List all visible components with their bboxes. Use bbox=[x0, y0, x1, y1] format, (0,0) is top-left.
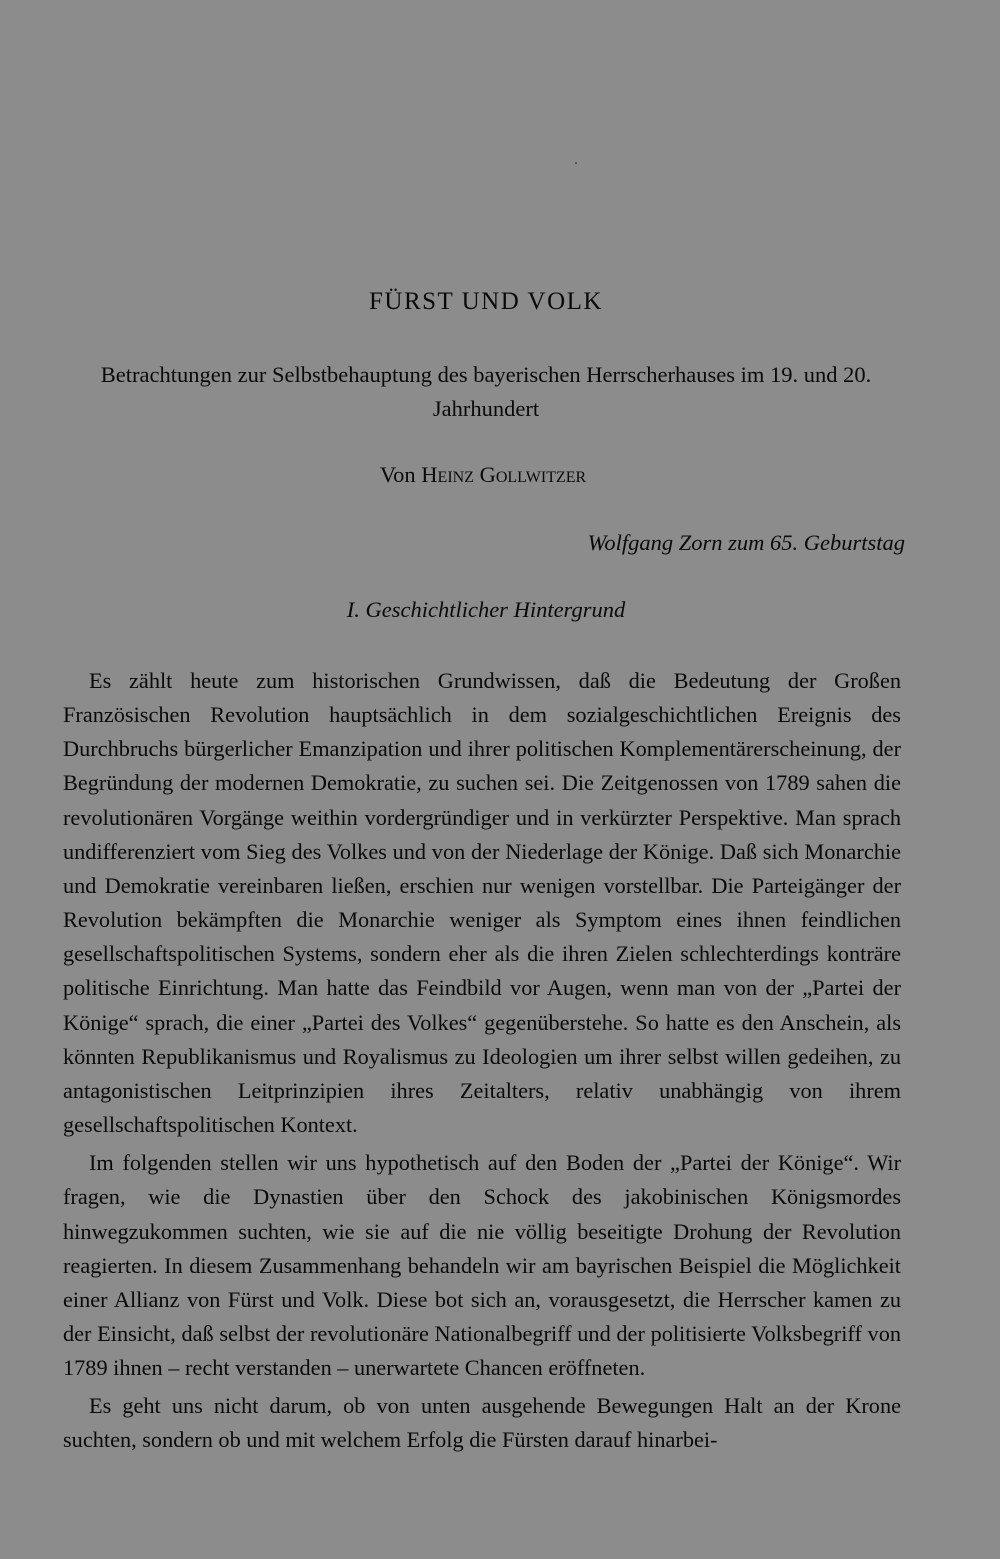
author-name: Heinz Gollwitzer bbox=[421, 462, 587, 487]
article-subtitle: Betrachtungen zur Selbstbehauptung des bayerischen Herrscherhauses im 19. und 20. Jahrhundert bbox=[100, 362, 872, 421]
section-heading: I. Geschichtlicher Hintergrund bbox=[346, 597, 626, 622]
paragraph: Es zählt heute zum historischen Grundwissen, daß die Bedeutung der Großen Französischen Revolution hauptsächlich in dem sozialgeschichtlichen Ereignis des Durchbruchs bürgerlicher Emanzipation und ihrer politischen Komplementärerscheinung, der Begründung der modernen Demokratie, zu suchen sei. Die Zeitgenossen von 1789 sahen die revolutionären Vorgänge weithin vordergründiger und in verkürzter Perspektive. Man sprach undifferenziert vom Sieg des Volkes und von der Niederlage der Könige. Daß sich Monarchie und Demokratie vereinbaren ließen, erschien nur wenigen vorstellbar. Die Parteigänger der Revolution bekämpften die Monarchie weniger als Symptom eines ihnen feindlichen gesellschaftspolitischen Systems, sondern eher als die ihren Zielen schlechterdings konträre politische Einrichtung. Man hatte das Feindbild vor Augen, wenn man von der „Partei der Könige“ sprach, die einer „Partei des Volkes“ gegenüberstehe. So hatte es den Anschein, als könnten Republikanismus und Royalismus zu Ideologien um ihrer selbst willen gedeihen, zu antagonistischen Leitprinzipien ihres Zeitalters, relativ unabhängig von ihrem gesellschaftspolitischen Kontext. bbox=[63, 668, 901, 1138]
author-line bbox=[0, 462, 966, 488]
dedication: Wolfgang Zorn zum 65. Geburtstag bbox=[587, 530, 905, 555]
author-prefix: Von bbox=[379, 462, 416, 487]
paragraph: Im folgenden stellen wir uns hypothetisch auf den Boden der „Partei der Könige“. Wir fragen, wie die Dynastien über den Schock des jakobinischen Königsmordes hinwegzukommen suchten, wie sie auf die nie völlig beseitigte Drohung der Revolution reagierten. In diesem Zusammenhang behandeln wir am bayrischen Beispiel die Möglichkeit einer Allianz von Fürst und Volk. Diese bot sich an, vorausgesetzt, die Herrscher kamen zu der Einsicht, daß selbst der revolutionäre Nationalbegriff und der politisierte Volksbegriff von 1789 ihnen – recht verstanden – unerwartete Chancen eröffneten. bbox=[63, 1150, 901, 1381]
article-title: FÜRST UND VOLK bbox=[368, 288, 603, 315]
scan-speck bbox=[575, 162, 577, 164]
paragraph: Es geht uns nicht darum, ob von unten ausgehende Bewegungen Halt an der Krone suchten, sondern ob und mit welchem Erfolg die Fürsten darauf hinarbei- bbox=[63, 1393, 901, 1453]
body-text bbox=[63, 664, 901, 1462]
